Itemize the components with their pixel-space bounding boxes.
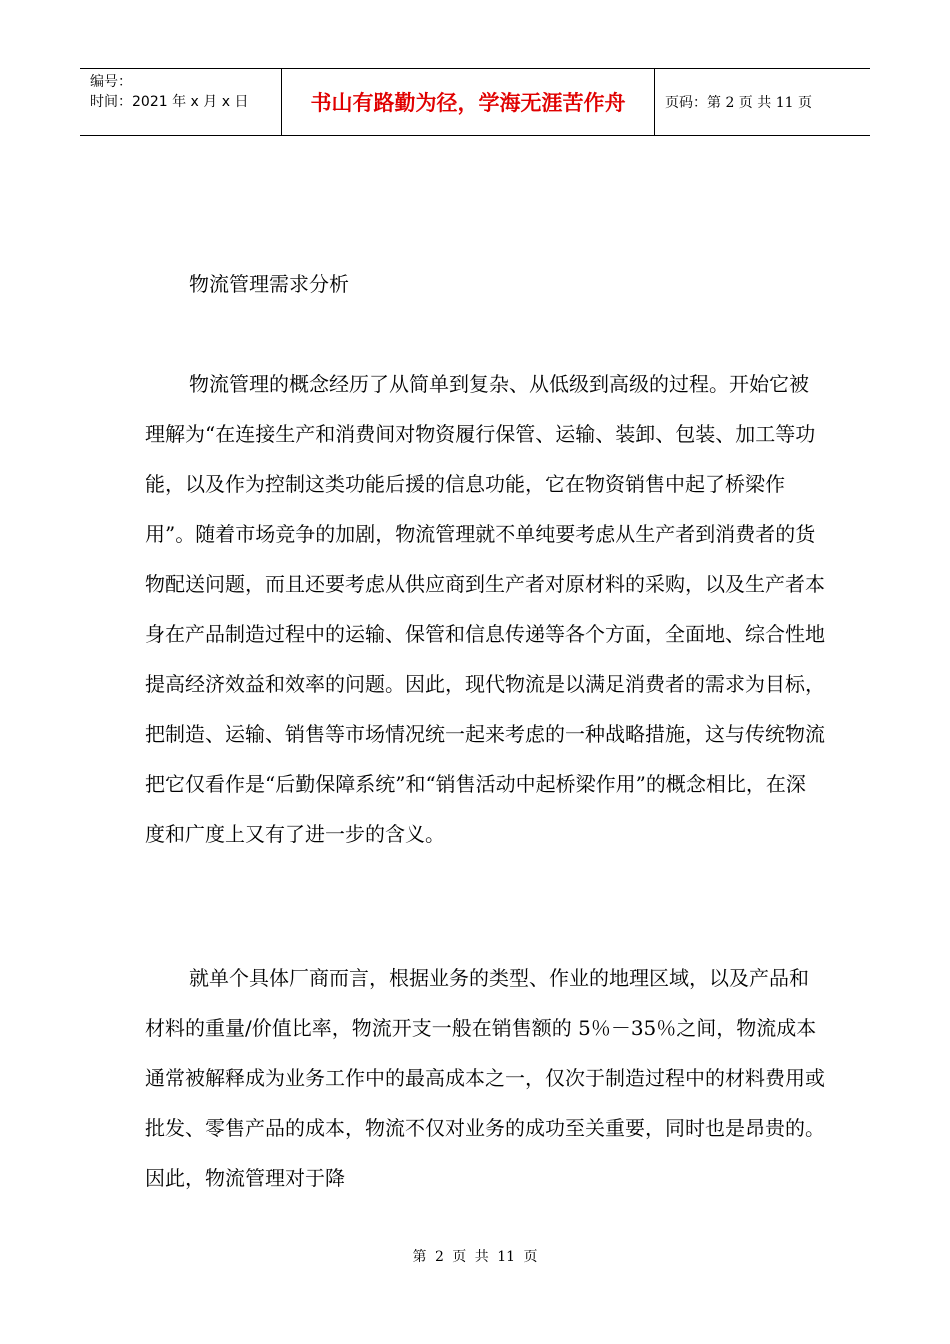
- body-paragraph: 物流管理的概念经历了从简单到复杂、从低级到高级的过程。开始它被理解为“在连接生产和消费间对物资履行保管、运输、装卸、包装、加工等功能，以及作为控制这类功能后援的信息功能，它在物资销售中起了桥梁作用”。随着市场竞争的加剧，物流管理就不单纯要考虑从生产者到消费者的货物配送问题，而且还要考虑从供应商到生产者对原材料的采购，以及生产者本身在产品制造过程中的运输、保管和信息传递等各个方面，全面地、综合性地提高经济效益和效率的问题。因此，现代物流是以满足消费者的需求为目标，把制造、运输、销售等市场情况统一起来考虑的一种战略措施，这与传统物流把它仅看作是“后勤保障系统”和“销售活动中起桥梁作用”的概念相比，在深度和广度上又有了进一步的含义。: [145, 372, 825, 846]
- page-footer: 第 2 页 共 11 页: [412, 1249, 538, 1265]
- document-date-label: 时间：2021 年 x 月 x 日: [90, 94, 249, 110]
- header-page-info: 页码：第 2 页 共 11 页: [665, 95, 812, 111]
- header-motto: 书山有路勤为径，学海无涯苦作舟: [281, 69, 655, 135]
- body-paragraph: 就单个具体厂商而言，根据业务的类型、作业的地理区域，以及产品和材料的重量/价值比率，物流开支一般在销售额的 5％－35％之间，物流成本通常被解释成为业务工作中的最高成本之一，仅次于制造过程中的材料费用或批发、零售产品的成本，物流不仅对业务的成功至关重要，同时也是昂贵的。因此，物流管理对于降: [145, 966, 825, 1190]
- header-meta: [80, 69, 281, 135]
- document-number-label: 编号：: [90, 74, 132, 90]
- document-title: 物流管理需求分析: [189, 272, 349, 296]
- page-header: [80, 68, 870, 136]
